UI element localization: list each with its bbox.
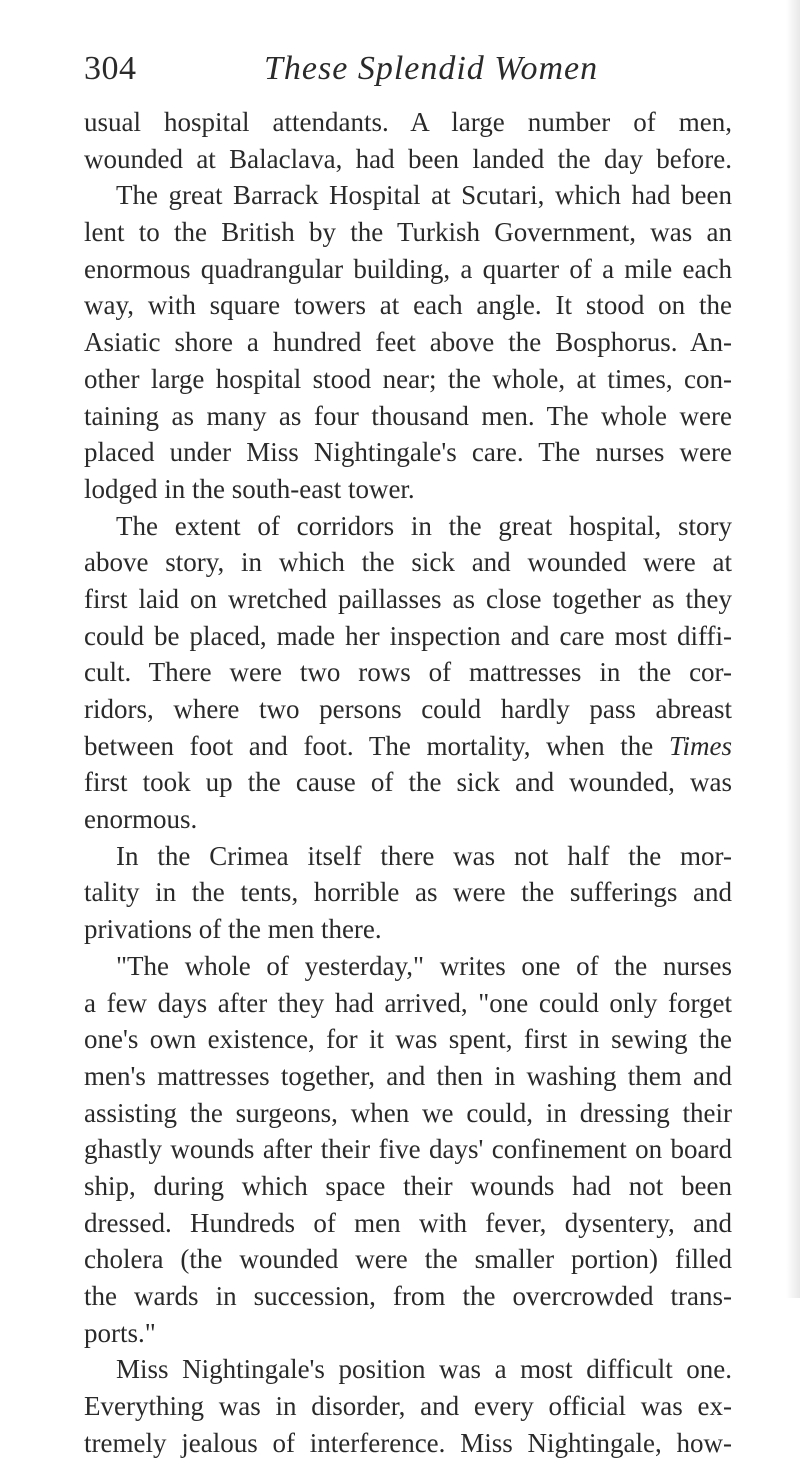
text-line: tality in the tents, horrible as were the sufferings and: [84, 877, 732, 908]
page-edge-shadow: [786, 0, 800, 1298]
text-line: dressed. Hundreds of men with fever, dysentery, and: [84, 1207, 732, 1238]
text-line: lent to the British by the Turkish Government, was an: [84, 217, 732, 248]
text-line: first took up the cause of the sick and wounded, was: [84, 767, 732, 798]
text-line: "The whole of yesterday," writes one of the nurses: [116, 950, 732, 981]
text-line: Miss Nightingale's position was a most difficult one.: [116, 1354, 732, 1385]
text-line: usual hospital attendants. A large number of men,: [84, 107, 732, 137]
running-title: These Splendid Women: [264, 50, 599, 87]
text-line: lodged in the south-east tower.: [84, 473, 415, 504]
page-header: [84, 44, 724, 104]
text-line: ports.": [84, 1317, 156, 1348]
text-line: cholera (the wounded were the smaller portion) filled: [84, 1244, 732, 1275]
text-line: In the Crimea itself there was not half the mor-: [116, 840, 732, 871]
text-line: men's mattresses together, and then in washing them and: [84, 1060, 732, 1091]
text-line-start: between foot and foot. The mortality, when the: [84, 730, 669, 761]
text-line: cult. There were two rows of mattresses in the cor-: [84, 657, 732, 688]
text-line: Asiatic shore a hundred feet above the Bosphorus. An-: [84, 327, 732, 358]
text-line: ghastly wounds after their five days' confinement on board: [84, 1134, 732, 1165]
body-text: [84, 104, 732, 1461]
italic-times: Times: [668, 730, 732, 761]
text-line: other large hospital stood near; the whole, at times, con-: [84, 363, 732, 394]
text-line: the wards in succession, from the overcrowded trans-: [84, 1281, 732, 1311]
text-line: assisting the surgeons, when we could, in dressing their: [84, 1097, 732, 1128]
text-line: wounded at Balaclava, had been landed the day before.: [84, 143, 732, 174]
text-line: one's own existence, for it was spent, first in sewing the: [84, 1024, 732, 1055]
text-line: The extent of corridors in the great hospital, story: [116, 510, 732, 541]
text-line: taining as many as four thousand men. The whole were: [84, 400, 732, 431]
text-line: The great Barrack Hospital at Scutari, which had been: [116, 180, 732, 211]
text-line: way, with square towers at each angle. It stood on the: [84, 290, 732, 321]
text-line: enormous.: [84, 804, 198, 835]
text-line: could be placed, made her inspection and care most diffi-: [84, 620, 732, 651]
page-number: 304: [84, 50, 137, 87]
text-line: Everything was in disorder, and every official was ex-: [84, 1391, 732, 1422]
text-line: enormous quadrangular building, a quarter of a mile each: [84, 253, 732, 284]
text-line: placed under Miss Nightingale's care. The nurses were: [84, 437, 732, 468]
text-line: privations of the men there.: [84, 914, 382, 945]
text-line: ridors, where two persons could hardly pass abreast: [84, 694, 732, 724]
text-line: above story, in which the sick and wounded were at: [84, 547, 732, 578]
text-line: ship, during which space their wounds had not been: [84, 1170, 732, 1201]
text-line-with-italic: [84, 728, 732, 765]
text-line: tremely jealous of interference. Miss Nightingale, how-: [84, 1427, 732, 1458]
text-line: first laid on wretched paillasses as close together as they: [84, 583, 732, 614]
text-line: a few days after they had arrived, "one could only forget: [84, 987, 732, 1018]
